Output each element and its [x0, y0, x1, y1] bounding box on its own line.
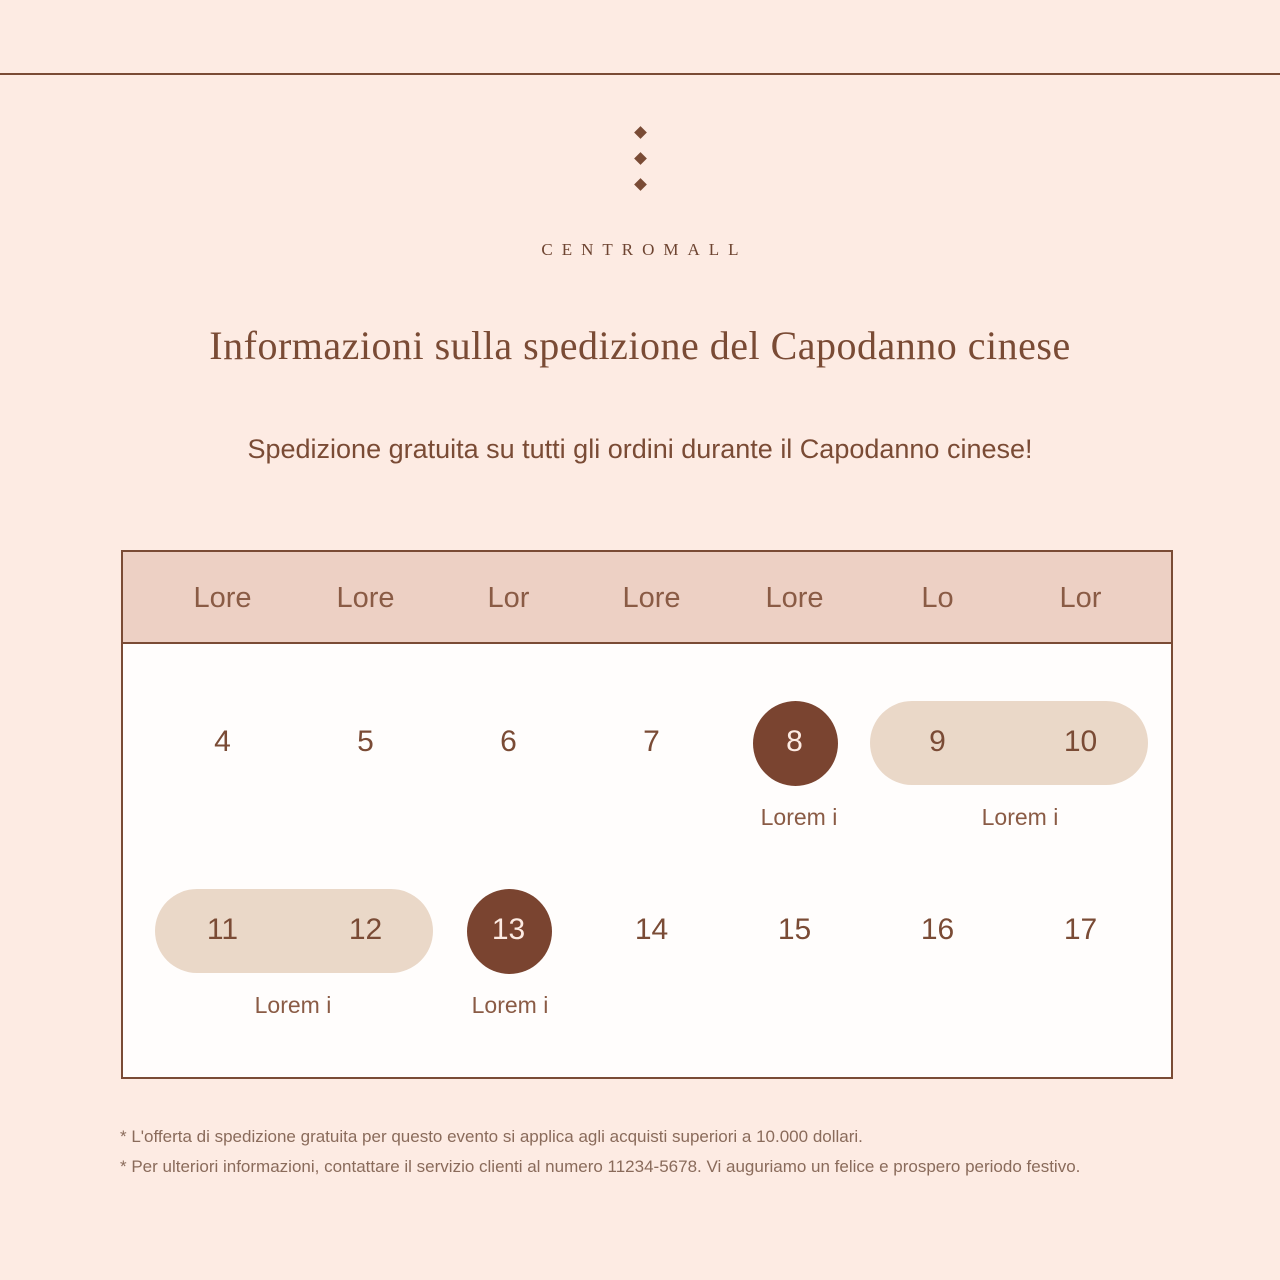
- footnote-contact: * Per ulteriori informazioni, contattare il servizio clienti al numero 11234-5678. Vi auguriamo un felice e prospero periodo festivo.: [120, 1157, 1081, 1176]
- date-cell[interactable]: 9: [929, 725, 946, 758]
- event-label-days-9-10: Lorem i: [981, 804, 1059, 830]
- calendar-header: [123, 552, 1171, 644]
- weekday-label: Lor: [1059, 582, 1102, 614]
- date-cell[interactable]: 16: [920, 913, 955, 946]
- date-cell[interactable]: 13: [491, 913, 526, 946]
- date-cell[interactable]: 5: [357, 725, 374, 758]
- page-subtitle: Spedizione gratuita su tutti gli ordini durante il Capodanno cinese!: [247, 434, 1033, 464]
- footnote-offer: * L'offerta di spedizione gratuita per questo evento si applica agli acquisti superiori a 10.000 dollari.: [120, 1127, 863, 1146]
- weekday-label: Lore: [336, 582, 395, 614]
- date-cell[interactable]: 17: [1063, 913, 1098, 946]
- diamond-icon: [634, 152, 647, 165]
- date-cell[interactable]: 15: [777, 913, 812, 946]
- date-cell[interactable]: 14: [634, 913, 669, 946]
- diamond-icon: [634, 178, 647, 191]
- event-label-days-11-12: Lorem i: [254, 992, 332, 1018]
- page-title: Informazioni sulla spedizione del Capodanno cinese: [209, 323, 1071, 368]
- date-cell[interactable]: 6: [500, 725, 517, 758]
- weekday-label: Lo: [921, 582, 954, 614]
- event-label-day-13: Lorem i: [471, 992, 549, 1018]
- event-label-day-8: Lorem i: [760, 804, 838, 830]
- diamond-ornament-icon: [634, 126, 648, 192]
- date-cell[interactable]: 8: [786, 725, 803, 758]
- date-cell[interactable]: 11: [206, 913, 239, 946]
- date-cell[interactable]: 4: [214, 725, 231, 758]
- top-divider: [0, 73, 1280, 75]
- brand-name: CENTROMALL: [541, 240, 748, 259]
- diamond-icon: [634, 126, 647, 139]
- weekday-label: Lore: [622, 582, 681, 614]
- weekday-label: Lore: [765, 582, 824, 614]
- date-cell[interactable]: 7: [643, 725, 660, 758]
- weekday-label: Lore: [193, 582, 252, 614]
- date-cell[interactable]: 12: [348, 913, 383, 946]
- calendar: [121, 550, 1173, 1079]
- date-cell[interactable]: 10: [1063, 725, 1098, 758]
- weekday-label: Lor: [487, 582, 530, 614]
